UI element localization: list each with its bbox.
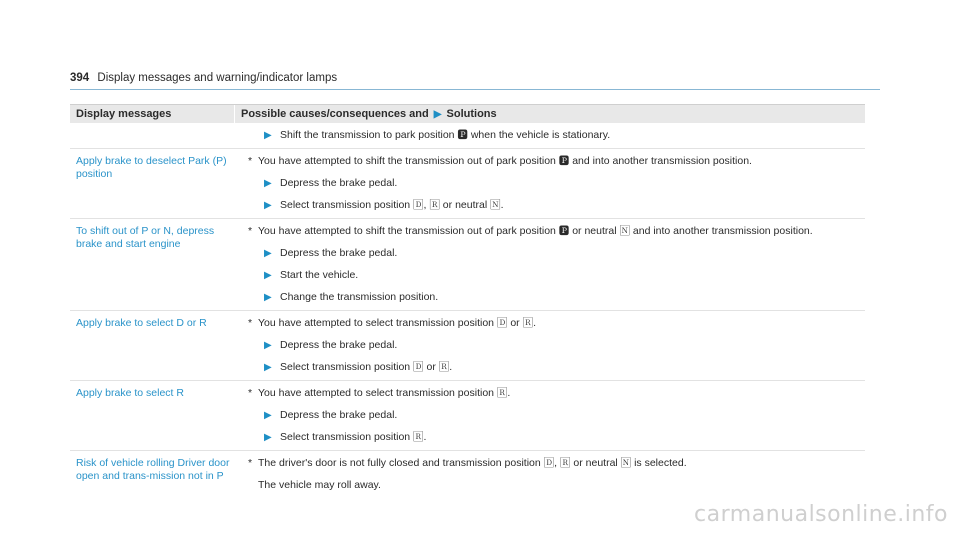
column-header-causes <box>234 105 865 123</box>
step-text: Select transmission position 🄳, 🅁 or neutral 🄽. <box>280 199 504 211</box>
column-header-causes-label: Possible causes/consequences and <box>241 108 429 120</box>
cause-text: You have attempted to shift the transmission out of park position 🅿 or neutral 🄽 and into another transmission position. <box>258 225 813 237</box>
watermark: carmanualsonline.info <box>694 502 948 527</box>
solution-step <box>248 431 865 444</box>
arrow-right-icon: ▶ <box>264 340 272 351</box>
cause-note <box>248 479 865 492</box>
message-cell: Apply brake to select D or R <box>76 317 207 329</box>
solution-step <box>248 291 865 304</box>
cause-line <box>248 457 865 470</box>
table-header <box>70 104 865 123</box>
arrow-right-icon: ▶ <box>264 200 272 211</box>
asterisk-icon: * <box>248 225 253 237</box>
message-cell <box>70 123 240 148</box>
arrow-right-icon: ▶ <box>264 130 272 141</box>
arrow-right-icon: ▶ <box>264 410 272 421</box>
solution-cell <box>240 219 865 310</box>
table-row <box>70 311 865 381</box>
arrow-right-icon: ▶ <box>264 362 272 373</box>
solution-step <box>248 269 865 282</box>
step-text: Depress the brake pedal. <box>280 409 398 421</box>
asterisk-icon: * <box>248 317 253 329</box>
step-text: Depress the brake pedal. <box>280 177 398 189</box>
table-row <box>70 381 865 451</box>
table-row <box>70 149 865 219</box>
arrow-right-icon: ▶ <box>433 109 442 120</box>
solution-cell <box>240 381 865 450</box>
cause-line <box>248 317 865 330</box>
solution-cell <box>240 149 865 218</box>
cause-line <box>248 387 865 400</box>
cause-text: You have attempted to shift the transmission out of park position 🅿 and into another transmission position. <box>258 155 752 167</box>
solution-cell <box>240 451 865 498</box>
table-row <box>70 123 865 149</box>
solution-cell <box>240 311 865 380</box>
message-cell: To shift out of P or N, depress brake and start engine <box>76 225 215 250</box>
message-cell: Apply brake to select R <box>76 387 184 399</box>
step-text: Depress the brake pedal. <box>280 247 398 259</box>
page-number: 394 <box>70 72 90 84</box>
column-header-messages: Display messages <box>76 108 172 120</box>
column-header-solutions-label: Solutions <box>446 108 497 120</box>
solution-step <box>248 177 865 190</box>
cause-line <box>248 225 865 238</box>
solution-step <box>248 361 865 374</box>
arrow-right-icon: ▶ <box>264 178 272 189</box>
arrow-right-icon: ▶ <box>264 248 272 259</box>
display-messages-table <box>70 104 865 498</box>
solution-step <box>248 247 865 260</box>
message-cell: Risk of vehicle rolling Driver door open and trans-mission not in P <box>76 457 230 482</box>
page-title: Display messages and warning/indicator lamps <box>97 72 338 84</box>
arrow-right-icon: ▶ <box>264 270 272 281</box>
table-row <box>70 451 865 498</box>
arrow-right-icon: ▶ <box>264 432 272 443</box>
step-text: Shift the transmission to park position 🅿 when the vehicle is stationary. <box>280 129 611 141</box>
header-divider <box>70 89 880 90</box>
solution-step <box>248 199 865 212</box>
cause-text: You have attempted to select transmission position 🅁. <box>258 387 511 399</box>
solution-step <box>248 129 865 142</box>
solution-step <box>248 339 865 352</box>
solution-step <box>248 409 865 422</box>
solution-cell <box>240 123 865 148</box>
table-row <box>70 219 865 311</box>
page-header <box>70 72 337 84</box>
message-cell: Apply brake to deselect Park (P) position <box>76 155 227 180</box>
cause-text: The driver's door is not fully closed and transmission position 🄳, 🅁 or neutral 🄽 is selected. <box>258 457 687 469</box>
cause-text: You have attempted to select transmission position 🄳 or 🅁. <box>258 317 537 329</box>
step-text: Select transmission position 🄳 or 🅁. <box>280 361 453 373</box>
asterisk-icon: * <box>248 457 253 469</box>
note-text: The vehicle may roll away. <box>258 479 381 491</box>
asterisk-icon: * <box>248 387 253 399</box>
cause-line <box>248 155 865 168</box>
arrow-right-icon: ▶ <box>264 292 272 303</box>
step-text: Change the transmission position. <box>280 291 439 303</box>
step-text: Start the vehicle. <box>280 269 359 281</box>
step-text: Depress the brake pedal. <box>280 339 398 351</box>
step-text: Select transmission position 🅁. <box>280 431 427 443</box>
asterisk-icon: * <box>248 155 253 167</box>
